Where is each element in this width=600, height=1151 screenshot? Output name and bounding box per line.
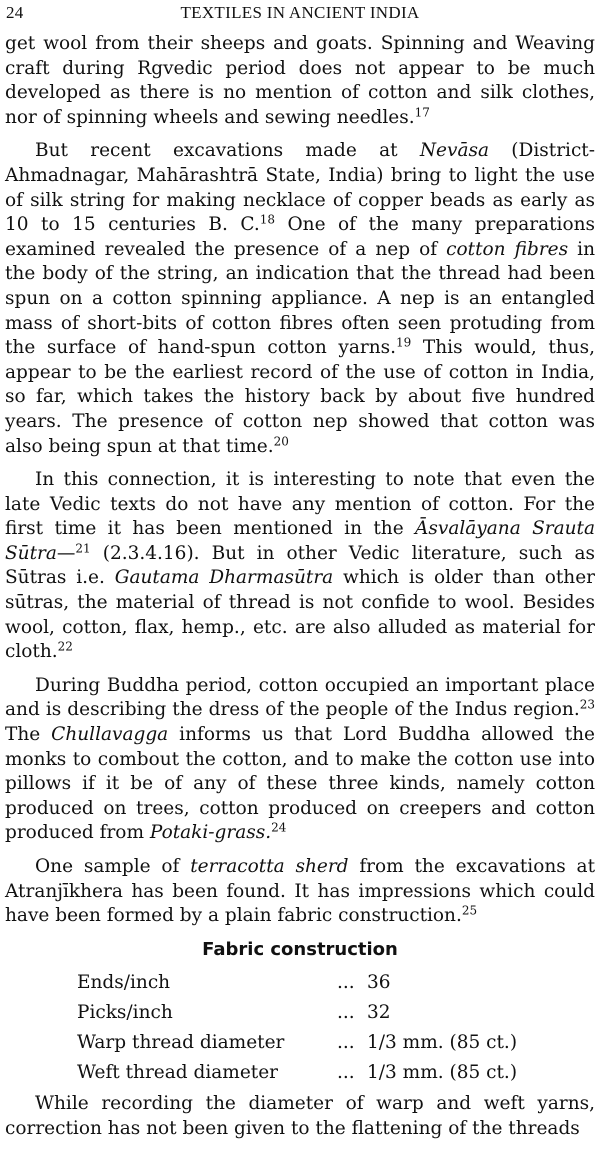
italic-term: Potaki-grass. <box>149 822 272 844</box>
page-number: 24 <box>6 3 24 22</box>
footnote-ref-24: 24 <box>271 820 287 835</box>
place-name: Nevāsa <box>419 140 489 162</box>
paragraph-2: But recent excavations made at Nevāsa (District-Ahmadnagar, Mahārashtrā State, India) bring to light the use of silk string for making necklace of copper beads as early as 10 to 15 centuries B. C.$^{18}$ One of the many preparations examined revealed the presence of a nep of cotton fibres in the body of the string, an indication that the thread had been spun on a cotton spinning appliance. A nep is an entangled mass of short-bits of cotton fibres often seen protuding from the surface of hand-spun cotton yarns.$^{19}$ This would, thus, appear to be the earliest record of the use of cotton in India, so far, which takes the history back by about five hundred years. The presence of cotton nep showed that cotton was also being spun at that time.$^{20}$ <box>5 140 595 457</box>
leader-dots: ... <box>337 1032 355 1054</box>
table-row <box>77 1058 595 1088</box>
fabric-table-title: Fabric construction <box>202 938 398 960</box>
table-row <box>77 998 595 1028</box>
row-value: 1/3 mm. (85 ct.) <box>367 1062 518 1084</box>
footnote-ref-22: 22 <box>57 639 73 654</box>
paragraph-6: While recording the diameter of warp and weft yarns, correction has not been given to the flattening of the threads <box>5 1093 595 1139</box>
table-row <box>77 968 595 998</box>
table-row <box>77 1028 595 1058</box>
italic-term: terracotta sherd <box>190 856 349 877</box>
leader-dots: ... <box>337 1062 355 1084</box>
footnote-ref-18: 18 <box>259 212 276 227</box>
footnote-ref-21: 21 <box>75 541 91 556</box>
row-label: Picks/inch <box>77 1002 173 1024</box>
paragraph-1: get wool from their sheeps and goats. Spinning and Weaving craft during Rgvedic period does not appear to be much developed as there is no mention of cotton and silk clothes, nor of spinning wheels and sewing needles.$^{17}$ <box>5 33 595 128</box>
row-value: 36 <box>367 972 391 994</box>
paragraph-4: During Buddha period, cotton occupied an important place and is describing the dress of the people of the Indus region.$^{23}$ The Chullavagga informs us that Lord Buddha allowed the monks to combout the cotton, and to make the cotton use into pillows if it be of any of these three kinds, namely cotton produced on trees, cotton produced on creepers and cotton produced from Potaki-grass.$^{24}$ <box>5 674 595 844</box>
leader-dots: ... <box>337 972 355 994</box>
paragraph-3: In this connection, it is interesting to note that even the late Vedic texts do not have any mention of cotton. For the first time it has been mentioned in the Āsvalāyana Srauta Sūtra—$^{21}$ (2.3.4.16). But in other Vedic literature, such as Sūtras i.e. Gautama Dharmasūtra which is older than other sūtras, the material of thread is not confide to wool. Besides wool, cotton, flax, hemp., etc. are also alluded as material for cloth.$^{22}$ <box>5 469 596 663</box>
footnote-ref-25: 25 <box>461 903 478 918</box>
text-title: Gautama Dharmasūtra <box>114 567 334 589</box>
paragraph-5: One sample of terracotta sherd from the excavations at Atranjīkhera has been found. It has impressions which could have been formed by a plain fabric construction.$^{25}$ <box>5 856 596 927</box>
italic-term: cotton fibres <box>446 238 569 260</box>
footnote-ref-17: 17 <box>414 105 430 120</box>
page-header <box>6 3 594 25</box>
row-label: Ends/inch <box>77 972 171 994</box>
fabric-construction-table <box>77 968 595 1088</box>
row-label: Warp thread diameter <box>77 1032 285 1054</box>
text-title: Āsvalāyana Srauta Sūtra <box>5 518 596 564</box>
leader-dots: ... <box>337 1002 355 1024</box>
running-head: TEXTILES IN ANCIENT INDIA <box>180 3 420 22</box>
row-label: Weft thread diameter <box>77 1062 279 1084</box>
row-value: 32 <box>367 1002 391 1024</box>
body-text <box>5 32 595 1151</box>
footnote-ref-19: 19 <box>396 335 412 350</box>
footnote-ref-23: 23 <box>579 697 595 712</box>
footnote-ref-20: 20 <box>273 433 289 448</box>
row-value: 1/3 mm. (85 ct.) <box>367 1032 518 1054</box>
text-title: Chullavagga <box>51 724 169 746</box>
